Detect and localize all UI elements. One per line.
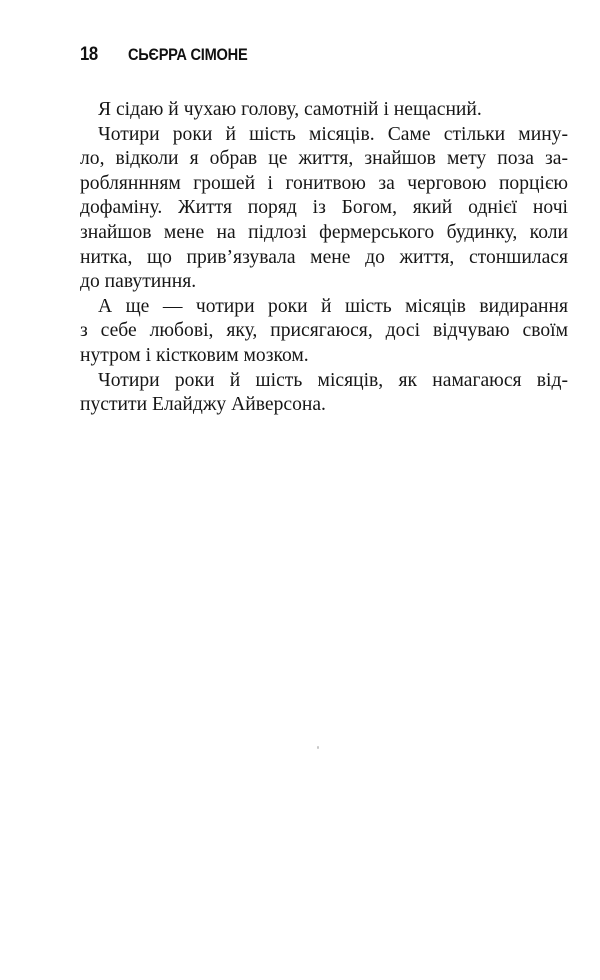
paragraph-2-line-7: до павутиння. [80, 271, 197, 293]
page-number: 18 [80, 44, 98, 65]
paragraph-4-line-1: Чотири роки й шість місяців, як намагаюся від- [98, 369, 568, 391]
paragraph-2-line-4: дофаміну. Життя поряд із Богом, який однієї ночі [80, 197, 568, 219]
body-text [80, 98, 568, 418]
running-head-author: СЬЄРРА СІМОНЕ [128, 45, 248, 64]
paragraph-2-line-1: Чотири роки й шість місяців. Саме стільки мину- [98, 123, 568, 145]
paragraph-3-line-3: нутром і кістковим мозком. [80, 344, 309, 366]
paragraph-3-line-2: з себе любові, яку, присягаюся, досі відчуваю своїм [80, 320, 568, 342]
running-head [80, 44, 267, 68]
paragraph-1-line-1: Я сідаю й чухаю голову, самотній і нещасний. [98, 99, 482, 120]
paragraph-4-line-2: пустити Елайджу Айверсона. [80, 394, 326, 416]
paragraph-2-line-5: знайшов мене на підлозі фермерського будинку, коли [80, 221, 568, 243]
paragraph-3-line-1: А ще — чотири роки й шість місяців видирання [98, 295, 568, 317]
paragraph-2-line-6: нитка, що прив’язувала мене до життя, стоншилася [80, 246, 568, 268]
paragraph-2-line-2: ло, відколи я обрав це життя, знайшов мету поза за- [80, 148, 568, 170]
paragraph-2-line-3: робляннням грошей і гонитвою за черговою порцією [80, 172, 568, 194]
scan-speck [317, 746, 319, 749]
